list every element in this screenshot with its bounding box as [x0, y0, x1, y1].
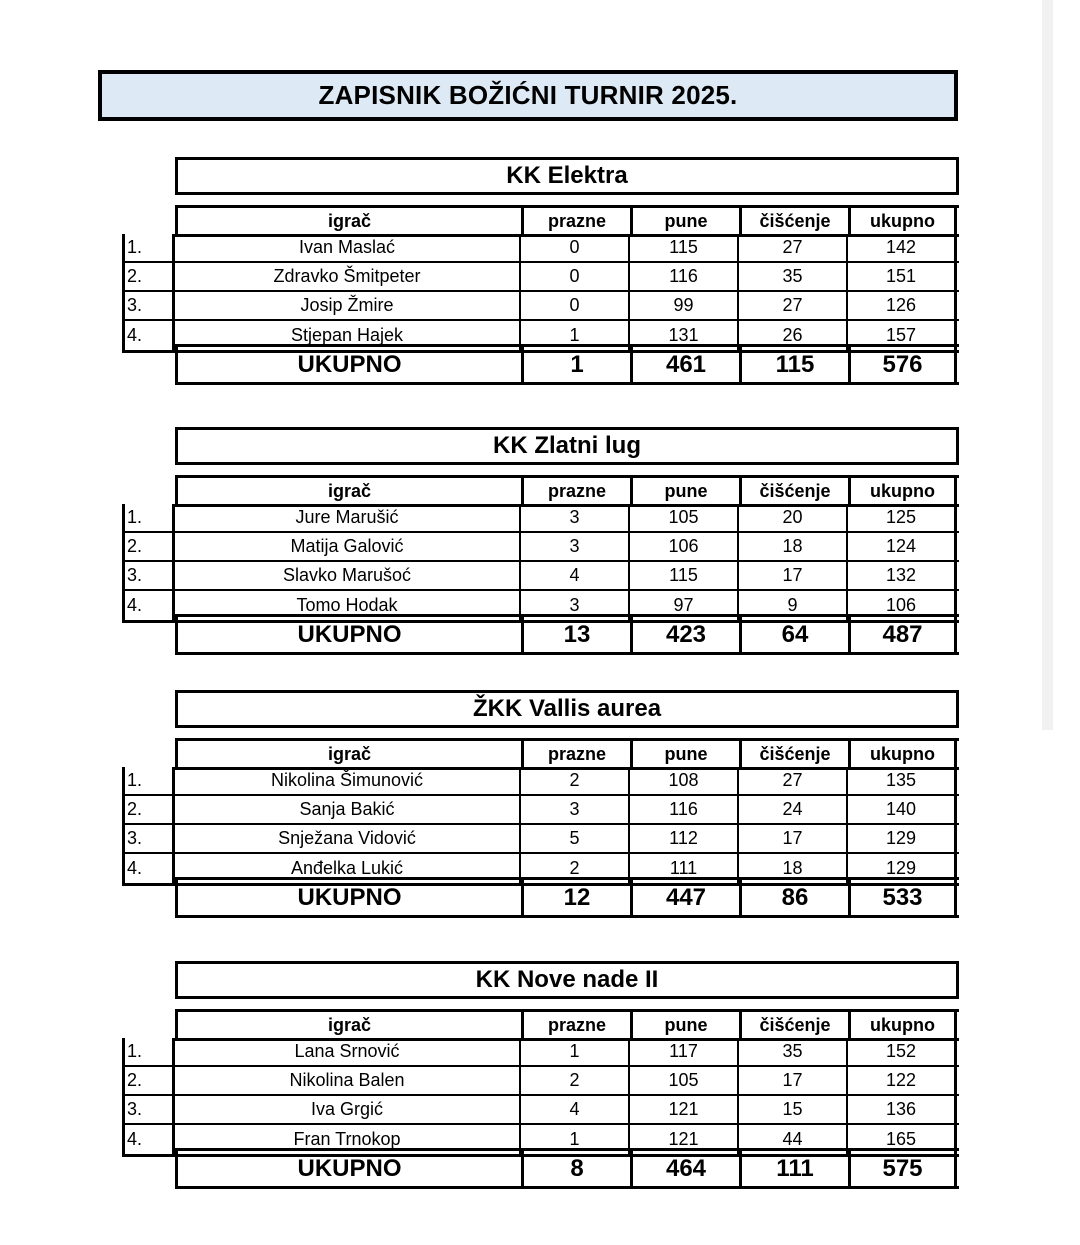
score-pune: 105 [630, 504, 739, 531]
score-pune: 97 [630, 591, 739, 620]
player-rank: 2. [122, 796, 175, 823]
score-prazne: 3 [521, 533, 630, 560]
player-rows [122, 767, 959, 886]
score-ciscenje: 9 [739, 591, 848, 620]
score-prazne: 1 [521, 1125, 630, 1154]
player-name: Zdravko Šmitpeter [175, 263, 521, 290]
total-ukupno: 533 [848, 880, 957, 915]
score-prazne: 2 [521, 767, 630, 794]
column-header-row [175, 1009, 959, 1041]
total-label: UKUPNO [175, 880, 521, 915]
document-title-text: ZAPISNIK BOŽIĆNI TURNIR 2025. [318, 80, 738, 110]
column-header: pune [630, 478, 739, 504]
player-name: Anđelka Lukić [175, 854, 521, 883]
player-rank: 4. [122, 854, 175, 883]
player-rank: 3. [122, 292, 175, 319]
score-ukupno: 129 [848, 854, 957, 883]
table-row [122, 234, 959, 263]
player-rank: 4. [122, 1125, 175, 1154]
column-header: pune [630, 1012, 739, 1038]
total-prazne: 1 [521, 347, 630, 382]
column-header: čišćenje [739, 741, 848, 767]
player-name: Tomo Hodak [175, 591, 521, 620]
score-ukupno: 136 [848, 1096, 957, 1123]
column-header: prazne [521, 741, 630, 767]
score-ciscenje: 27 [739, 234, 848, 261]
score-pune: 117 [630, 1038, 739, 1065]
column-header-row [175, 738, 959, 770]
table-row [122, 1067, 959, 1096]
player-rank: 4. [122, 591, 175, 620]
total-pune: 423 [630, 617, 739, 652]
player-name: Sanja Bakić [175, 796, 521, 823]
player-name: Josip Žmire [175, 292, 521, 319]
column-header: ukupno [848, 741, 957, 767]
score-pune: 112 [630, 825, 739, 852]
column-header: pune [630, 208, 739, 234]
score-ukupno: 140 [848, 796, 957, 823]
score-ukupno: 152 [848, 1038, 957, 1065]
score-pune: 108 [630, 767, 739, 794]
table-row [122, 1038, 959, 1067]
score-ukupno: 126 [848, 292, 957, 319]
column-header: prazne [521, 1012, 630, 1038]
table-row [122, 767, 959, 796]
score-pune: 115 [630, 234, 739, 261]
score-ukupno: 165 [848, 1125, 957, 1154]
table-row [122, 263, 959, 292]
score-prazne: 3 [521, 591, 630, 620]
score-pune: 116 [630, 796, 739, 823]
player-name: Fran Trnokop [175, 1125, 521, 1154]
column-header: čišćenje [739, 478, 848, 504]
score-ukupno: 122 [848, 1067, 957, 1094]
total-label: UKUPNO [175, 347, 521, 382]
player-name: Nikolina Balen [175, 1067, 521, 1094]
player-name: Nikolina Šimunović [175, 767, 521, 794]
player-rank: 3. [122, 825, 175, 852]
total-pune: 447 [630, 880, 739, 915]
table-row [122, 533, 959, 562]
score-prazne: 3 [521, 796, 630, 823]
score-ciscenje: 24 [739, 796, 848, 823]
score-ciscenje: 18 [739, 533, 848, 560]
score-ukupno: 151 [848, 263, 957, 290]
score-prazne: 0 [521, 292, 630, 319]
player-name: Snježana Vidović [175, 825, 521, 852]
total-ukupno: 576 [848, 347, 957, 382]
score-ukupno: 125 [848, 504, 957, 531]
score-ciscenje: 35 [739, 263, 848, 290]
team-name: KK Zlatni lug [175, 427, 959, 465]
column-header: prazne [521, 208, 630, 234]
score-ciscenje: 27 [739, 292, 848, 319]
column-header: igrač [175, 478, 521, 504]
score-prazne: 4 [521, 1096, 630, 1123]
total-ciscenje: 86 [739, 880, 848, 915]
score-ciscenje: 17 [739, 825, 848, 852]
player-rank: 2. [122, 1067, 175, 1094]
scrollbar-track[interactable] [1042, 0, 1053, 730]
score-pune: 99 [630, 292, 739, 319]
document-title [98, 70, 958, 121]
player-rank: 1. [122, 504, 175, 531]
total-label: UKUPNO [175, 1151, 521, 1186]
total-prazne: 8 [521, 1151, 630, 1186]
player-rank: 3. [122, 1096, 175, 1123]
team-name: KK Elektra [175, 157, 959, 195]
player-name: Iva Grgić [175, 1096, 521, 1123]
column-header: igrač [175, 208, 521, 234]
score-prazne: 3 [521, 504, 630, 531]
score-pune: 105 [630, 1067, 739, 1094]
total-prazne: 12 [521, 880, 630, 915]
column-header: pune [630, 741, 739, 767]
player-rank: 2. [122, 533, 175, 560]
player-rank: 2. [122, 263, 175, 290]
column-header: ukupno [848, 208, 957, 234]
player-rows [122, 1038, 959, 1157]
score-ukupno: 157 [848, 321, 957, 350]
total-pune: 461 [630, 347, 739, 382]
score-pune: 111 [630, 854, 739, 883]
column-header: igrač [175, 741, 521, 767]
table-row [122, 504, 959, 533]
player-rank: 1. [122, 1038, 175, 1065]
total-ciscenje: 64 [739, 617, 848, 652]
total-ukupno: 575 [848, 1151, 957, 1186]
player-name: Stjepan Hajek [175, 321, 521, 350]
score-ukupno: 124 [848, 533, 957, 560]
score-pune: 121 [630, 1096, 739, 1123]
column-header: čišćenje [739, 1012, 848, 1038]
score-pune: 121 [630, 1125, 739, 1154]
score-ukupno: 129 [848, 825, 957, 852]
total-row [175, 614, 959, 655]
player-name: Jure Marušić [175, 504, 521, 531]
player-rank: 1. [122, 767, 175, 794]
total-ciscenje: 111 [739, 1151, 848, 1186]
total-row [175, 877, 959, 918]
total-prazne: 13 [521, 617, 630, 652]
score-prazne: 5 [521, 825, 630, 852]
player-rank: 1. [122, 234, 175, 261]
score-ciscenje: 27 [739, 767, 848, 794]
score-ciscenje: 17 [739, 1067, 848, 1094]
total-ukupno: 487 [848, 617, 957, 652]
score-pune: 115 [630, 562, 739, 589]
score-ciscenje: 20 [739, 504, 848, 531]
score-ciscenje: 17 [739, 562, 848, 589]
score-ciscenje: 15 [739, 1096, 848, 1123]
team-name: KK Nove nade II [175, 961, 959, 999]
score-ciscenje: 44 [739, 1125, 848, 1154]
score-prazne: 4 [521, 562, 630, 589]
table-row [122, 562, 959, 591]
player-name: Matija Galović [175, 533, 521, 560]
total-ciscenje: 115 [739, 347, 848, 382]
score-ciscenje: 18 [739, 854, 848, 883]
column-header: čišćenje [739, 208, 848, 234]
score-ukupno: 142 [848, 234, 957, 261]
column-header: ukupno [848, 1012, 957, 1038]
score-prazne: 1 [521, 1038, 630, 1065]
score-prazne: 0 [521, 234, 630, 261]
player-rows [122, 234, 959, 353]
player-rank: 4. [122, 321, 175, 350]
score-pune: 116 [630, 263, 739, 290]
score-pune: 131 [630, 321, 739, 350]
column-header: ukupno [848, 478, 957, 504]
score-prazne: 2 [521, 854, 630, 883]
score-prazne: 0 [521, 263, 630, 290]
column-header-row [175, 205, 959, 237]
total-pune: 464 [630, 1151, 739, 1186]
table-row [122, 796, 959, 825]
table-row [122, 1096, 959, 1125]
column-header: prazne [521, 478, 630, 504]
total-row [175, 344, 959, 385]
column-header: igrač [175, 1012, 521, 1038]
table-row [122, 292, 959, 321]
player-name: Slavko Marušoć [175, 562, 521, 589]
player-name: Lana Srnović [175, 1038, 521, 1065]
score-ukupno: 135 [848, 767, 957, 794]
score-pune: 106 [630, 533, 739, 560]
score-ukupno: 132 [848, 562, 957, 589]
score-ukupno: 106 [848, 591, 957, 620]
score-ciscenje: 35 [739, 1038, 848, 1065]
player-rank: 3. [122, 562, 175, 589]
score-prazne: 1 [521, 321, 630, 350]
total-label: UKUPNO [175, 617, 521, 652]
score-prazne: 2 [521, 1067, 630, 1094]
player-name: Ivan Maslać [175, 234, 521, 261]
team-name: ŽKK Vallis aurea [175, 690, 959, 728]
player-rows [122, 504, 959, 623]
column-header-row [175, 475, 959, 507]
total-row [175, 1148, 959, 1189]
score-ciscenje: 26 [739, 321, 848, 350]
table-row [122, 825, 959, 854]
